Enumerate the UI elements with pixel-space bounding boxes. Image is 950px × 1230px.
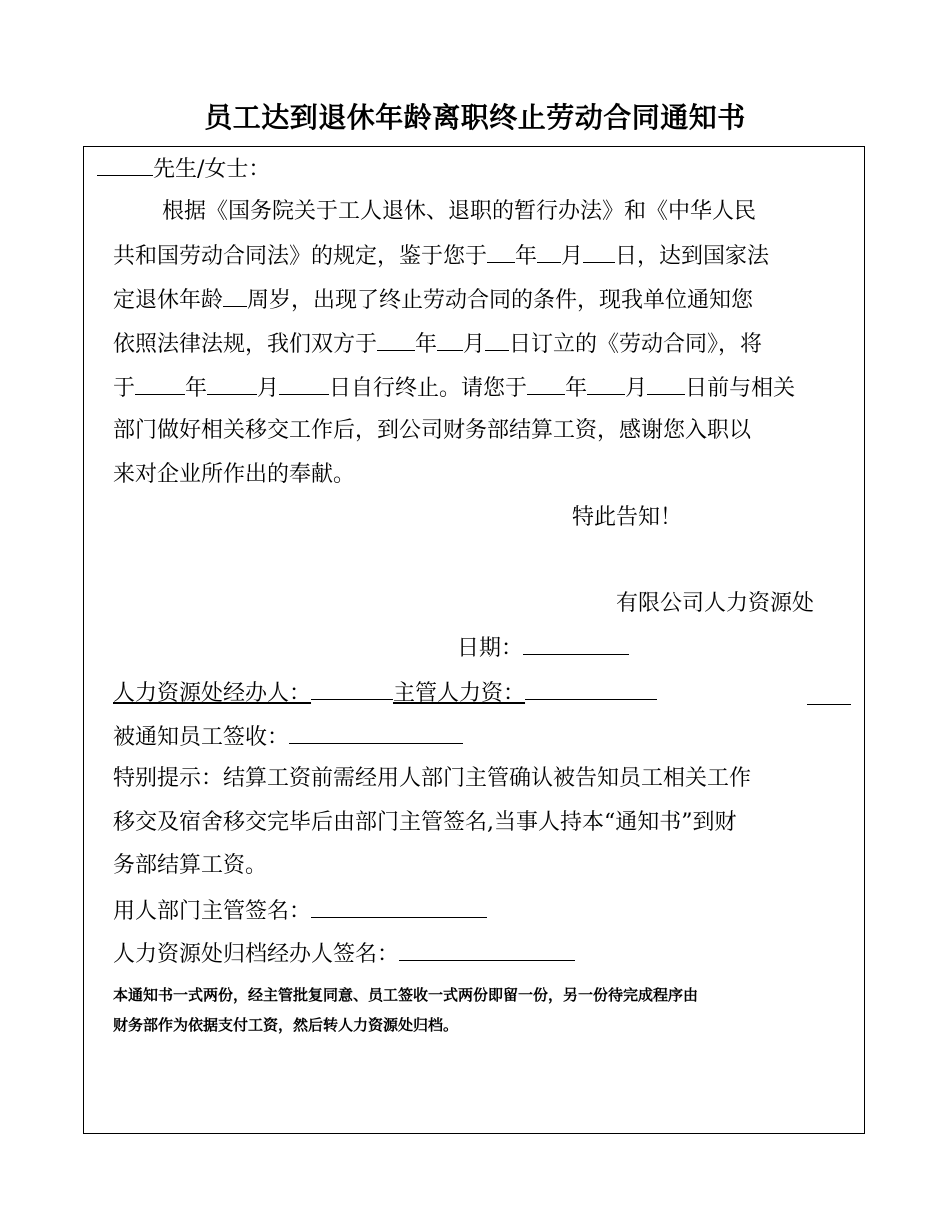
footnote-line-2: 财务部作为依据支付工资，然后转人力资源处归档。 (113, 1016, 459, 1034)
document-title: 员工达到退休年龄离职终止劳动合同通知书 (204, 101, 746, 134)
employee-sign-label: 被通知员工签收： (113, 725, 290, 750)
salutation-text: 先生/女士： (153, 157, 271, 182)
body-text: 根据《国务院关于工人退休、退职的暂行办法》和《中华人民 (162, 199, 757, 224)
body-text: 年 (515, 244, 538, 269)
body-text: 日自行终止。请您于 (329, 376, 528, 401)
body-text: 月 (257, 376, 280, 401)
retire-day-blank[interactable] (583, 240, 615, 263)
notice-closing: 特此告知！ (572, 505, 683, 530)
body-line-7 (113, 460, 355, 490)
hr-handler-blank[interactable] (311, 677, 393, 700)
body-text: 于 (113, 376, 136, 401)
company-signature: 有限公司人力资源处 (616, 591, 815, 616)
contract-day-blank[interactable] (485, 328, 509, 351)
body-line-2 (113, 240, 769, 272)
body-text: 年 (415, 332, 438, 357)
hr-supervisor-label: 主管人力资： (393, 681, 526, 706)
body-text: 共和国劳动合同法》的规定，鉴于您于 (113, 244, 488, 269)
retire-year-blank[interactable] (487, 240, 515, 263)
body-text: 日前与相关 (685, 376, 796, 401)
hr-handler-line (113, 677, 657, 709)
contract-month-blank[interactable] (437, 328, 463, 351)
name-blank[interactable] (97, 153, 153, 176)
hr-supervisor-blank[interactable] (525, 677, 657, 700)
special-note-line-3: 务部结算工资。 (113, 853, 268, 878)
contract-year-blank[interactable] (377, 328, 415, 351)
dept-supervisor-sign-line (113, 895, 487, 927)
special-note-line-1: 特别提示：结算工资前需经用人部门主管确认被告知员工相关工作 (113, 766, 752, 791)
salutation-line (97, 153, 270, 185)
body-text: 定退休年龄 (113, 288, 224, 313)
body-text: 月 (561, 244, 584, 269)
end-month-blank[interactable] (207, 372, 257, 395)
body-text: 部门做好相关移交工作后，到公司财务部结算工资，感谢您入职以 (113, 418, 752, 443)
body-text: 月 (463, 332, 486, 357)
body-text: 日，达到国家法 (615, 244, 770, 269)
body-text: 月 (625, 376, 648, 401)
date-label: 日期： (457, 636, 524, 661)
body-line-1 (162, 197, 756, 227)
hr-archive-sign-blank[interactable] (399, 938, 575, 961)
handover-day-blank[interactable] (647, 372, 685, 395)
handover-year-blank[interactable] (527, 372, 565, 395)
body-line-4 (113, 328, 762, 360)
body-text: 依照法律法规，我们双方于 (113, 332, 378, 357)
body-text: 年 (565, 376, 588, 401)
hr-supervisor-extra-blank[interactable] (807, 682, 851, 705)
hr-handler-label: 人力资源处经办人： (113, 681, 312, 706)
dept-supervisor-sign-label: 用人部门主管签名： (113, 899, 312, 924)
body-text: 来对企业所作出的奉献。 (113, 462, 356, 487)
special-note-line-2: 移交及宿舍移交完毕后由部门主管签名,当事人持本“通知书”到财 (113, 810, 737, 835)
body-line-5 (113, 372, 795, 404)
body-text: 日订立的《劳动合同》，将 (509, 332, 763, 357)
footnote-line-1: 本通知书一式两份，经主管批复同意、员工签收一式两份即留一份，另一份待完成程序由 (113, 986, 699, 1004)
date-line (457, 632, 629, 664)
retire-month-blank[interactable] (537, 240, 561, 263)
handover-month-blank[interactable] (587, 372, 625, 395)
dept-supervisor-sign-blank[interactable] (311, 895, 487, 918)
hr-archive-sign-line (113, 938, 575, 970)
body-line-3 (113, 284, 753, 316)
employee-sign-blank[interactable] (289, 721, 463, 744)
body-text: 年 (185, 376, 208, 401)
body-line-6 (113, 416, 751, 446)
end-day-blank[interactable] (279, 372, 329, 395)
employee-sign-line (113, 721, 463, 753)
body-text: 周岁，出现了终止劳动合同的条件，现我单位通知您 (247, 288, 754, 313)
hr-archive-sign-label: 人力资源处归档经办人签名： (113, 942, 400, 967)
date-blank[interactable] (523, 632, 629, 655)
end-year-blank[interactable] (135, 372, 185, 395)
retire-age-blank[interactable] (223, 284, 247, 307)
